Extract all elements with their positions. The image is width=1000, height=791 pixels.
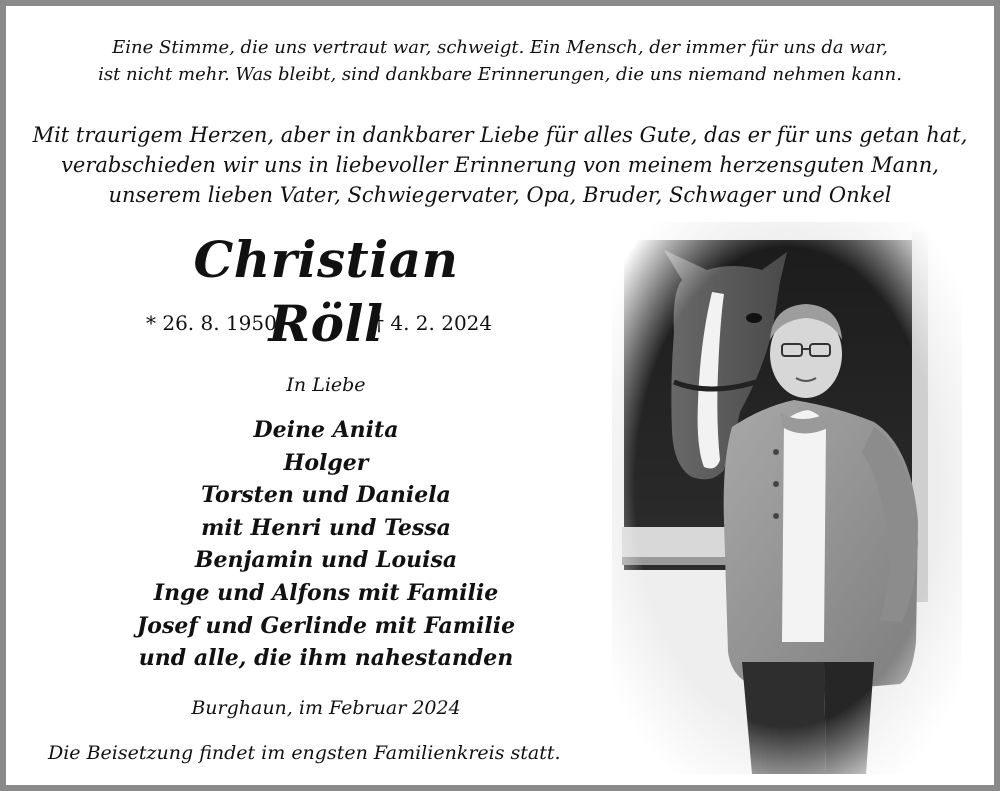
mourner-entry: Holger [283, 449, 369, 476]
in-love-heading: In Liebe [286, 374, 366, 396]
portrait-photo [612, 222, 962, 774]
motto-quote [6, 34, 994, 88]
motto-line-2: ist nicht mehr. Was bleibt, sind dankbare Erinnerungen, die uns niemand nehmen kann. [98, 64, 902, 85]
mourner-entry: Deine Anita [253, 417, 399, 443]
place-and-date: Burghaun, im Februar 2024 [191, 697, 461, 719]
mourner-entry: Torsten und Daniela [201, 482, 451, 509]
deceased-name: Christian Röll [193, 230, 459, 353]
mourner-entry: Benjamin und Louisa [194, 547, 458, 574]
intro-line-1: Mit traurigem Herzen, aber in dankbarer Liebe für alles Gute, das er für uns getan hat, [32, 123, 968, 147]
funeral-note: Die Beisetzung findet im engsten Familienkreis statt. [48, 742, 561, 764]
intro-text [6, 120, 994, 210]
birth-date: * 26. 8. 1950 [146, 311, 277, 335]
mourner-entry: Inge und Alfons mit Familie [153, 579, 499, 606]
death-date: † 4. 2. 2024 [374, 311, 493, 335]
intro-line-3: unserem lieben Vater, Schwiegervater, Opa, Bruder, Schwager und Onkel [108, 183, 892, 207]
portrait-photo-icon [612, 222, 962, 774]
mourner-entry: Josef und Gerlinde mit Familie [136, 612, 516, 639]
mourner-entry: und alle, die ihm nahestanden [138, 645, 514, 672]
mourner-entry: mit Henri und Tessa [201, 514, 451, 541]
intro-line-2: verabschieden wir uns in liebevoller Erinnerung von meinem herzensguten Mann, [61, 153, 939, 177]
mourners-list [96, 414, 556, 675]
motto-line-1: Eine Stimme, die uns vertraut war, schweigt. Ein Mensch, der immer für uns da war, [112, 37, 888, 58]
